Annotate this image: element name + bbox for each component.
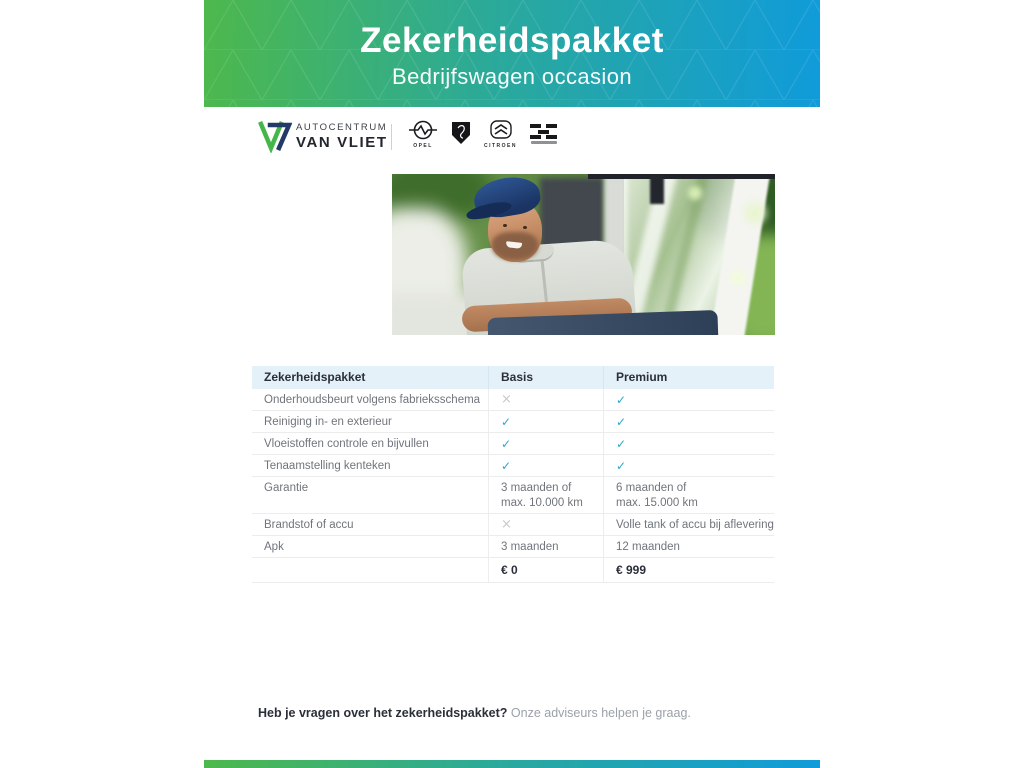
divider (391, 124, 392, 150)
brand-bar (204, 117, 820, 159)
feature-label: Onderhoudsbeurt volgens fabrieksschema (264, 394, 481, 406)
cross-icon: × (488, 514, 603, 535)
premium-price: € 999 (603, 558, 774, 582)
dealer-name (296, 122, 388, 151)
footer-question-bold: Heb je vragen over het zekerheidspakket? (258, 706, 508, 720)
bokeh-light (730, 270, 746, 286)
feature-label: Apk (264, 541, 284, 553)
feature-label: Garantie (264, 482, 309, 494)
table-row (252, 455, 774, 477)
price-spacer (252, 558, 488, 582)
dealer-name-bottom: VAN VLIET (296, 134, 388, 151)
window-seal (650, 174, 664, 204)
bokeh-light (744, 202, 766, 224)
premium-value: Volle tank of accu bij aflevering (603, 514, 774, 535)
table-row (252, 514, 774, 536)
fourth-brand-wordmark (531, 141, 557, 144)
dealer-name-top: AUTOCENTRUM (296, 122, 388, 133)
feature-label: Brandstof of accu (264, 519, 354, 531)
citroen-logo-icon (490, 120, 512, 142)
brand-citroen (484, 120, 517, 149)
brand-opel (408, 120, 438, 149)
header-banner (204, 0, 820, 107)
table-row (252, 389, 774, 411)
garantie-basis (488, 477, 603, 513)
page-title: Zekerheidspakket (360, 21, 664, 60)
feature-label: Vloeistoffen controle en bijvullen (264, 438, 429, 450)
window-frame (588, 174, 775, 179)
garantie-premium-line1: 6 maanden of (616, 482, 687, 494)
dealer-v7-logo-icon (258, 119, 292, 153)
driver-eye (503, 224, 507, 227)
check-icon: ✓ (603, 433, 774, 454)
feature-label: Reiniging in- en exterieur (264, 416, 392, 428)
check-icon: ✓ (488, 433, 603, 454)
page-subtitle: Bedrijfswagen occasion (392, 64, 632, 89)
price-row (252, 558, 774, 583)
comparison-table (252, 366, 774, 583)
garantie-premium-line2: max. 15.000 km (616, 497, 698, 509)
garantie-basis-line2: max. 10.000 km (501, 497, 583, 509)
bottom-gradient-bar (204, 760, 820, 768)
brand-peugeot (451, 120, 471, 146)
basis-price: € 0 (488, 558, 603, 582)
check-icon: ✓ (603, 455, 774, 476)
basis-value: 3 maanden (488, 536, 603, 557)
header-feature: Zekerheidspakket (264, 370, 366, 384)
header-premium: Premium (603, 366, 774, 389)
table-row (252, 536, 774, 558)
peugeot-logo-icon (451, 120, 471, 145)
premium-value: 12 maanden (603, 536, 774, 557)
garantie-basis-line1: 3 maanden of (501, 482, 572, 494)
driver-eye (523, 226, 527, 229)
check-icon: ✓ (488, 455, 603, 476)
brand-fourth (530, 120, 557, 144)
footer-question-rest: Onze adviseurs helpen je graag. (507, 706, 691, 720)
check-icon: ✓ (603, 389, 774, 410)
check-icon: ✓ (603, 411, 774, 432)
opel-logo-icon (408, 120, 438, 142)
footer-question (258, 706, 691, 720)
header-basis: Basis (488, 366, 603, 389)
garantie-premium (603, 477, 774, 513)
table-row (252, 411, 774, 433)
table-header-row (252, 366, 774, 389)
bokeh-light (688, 186, 702, 200)
cross-icon: × (488, 389, 603, 410)
driver-photo (392, 174, 775, 335)
check-icon: ✓ (488, 411, 603, 432)
citroen-wordmark: CITROEN (484, 143, 517, 149)
table-row-garantie (252, 477, 774, 514)
brand-logos (408, 120, 557, 149)
table-row (252, 433, 774, 455)
feature-label: Tenaamstelling kenteken (264, 460, 391, 472)
fourth-brand-logo-icon (530, 124, 557, 139)
opel-wordmark: OPEL (413, 143, 433, 149)
